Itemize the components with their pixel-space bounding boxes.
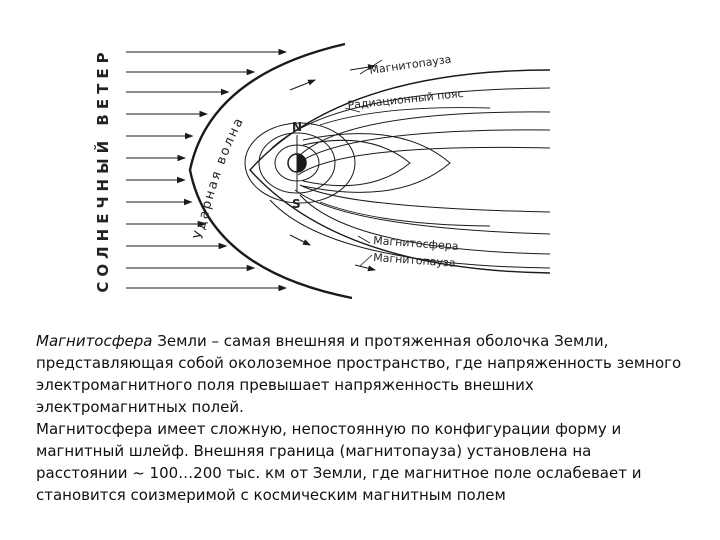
dipole-field-lines (245, 123, 450, 203)
shock-wave-label: Ударная волна (191, 114, 248, 241)
south-pole-label: S (292, 197, 301, 211)
term-magnetosphere: Магнитосфера (36, 332, 153, 350)
magnetosphere-label: Магнитосфера (372, 234, 459, 253)
definition-text: Земли – самая внешняя и протяженная оболочка Земли, представляющая собой околоземное пространство, где напряженность земного электромагнитного поля превышает напряженность внешних электромагнитных полей. (36, 332, 682, 416)
earth (288, 135, 306, 192)
radiation-belt-label: Радиационный пояс (346, 86, 465, 112)
solar-wind-label: СОЛНЕЧНЫЙ ВЕТЕР (94, 47, 112, 293)
north-pole-label: N (292, 120, 303, 134)
paragraph-definition (36, 330, 686, 418)
paragraph-shape: Магнитосфера имеет сложную, непостоянную по конфигурации форму и магнитный шлейф. Внешняя граница (магнитопауза) установлена на расстоянии ~ 100…200 тыс. км от Земли, где магнитное поле ослабевает и становится соизмеримой с космическим магнитным полем (36, 420, 642, 504)
magnetosphere-diagram (90, 30, 560, 310)
magnetopause-top-label: Магнитопауза (368, 52, 453, 77)
magnetopause-bottom-label: Магнитопауза (372, 251, 457, 270)
description-text (36, 330, 686, 506)
solar-wind-arrows (126, 52, 286, 288)
